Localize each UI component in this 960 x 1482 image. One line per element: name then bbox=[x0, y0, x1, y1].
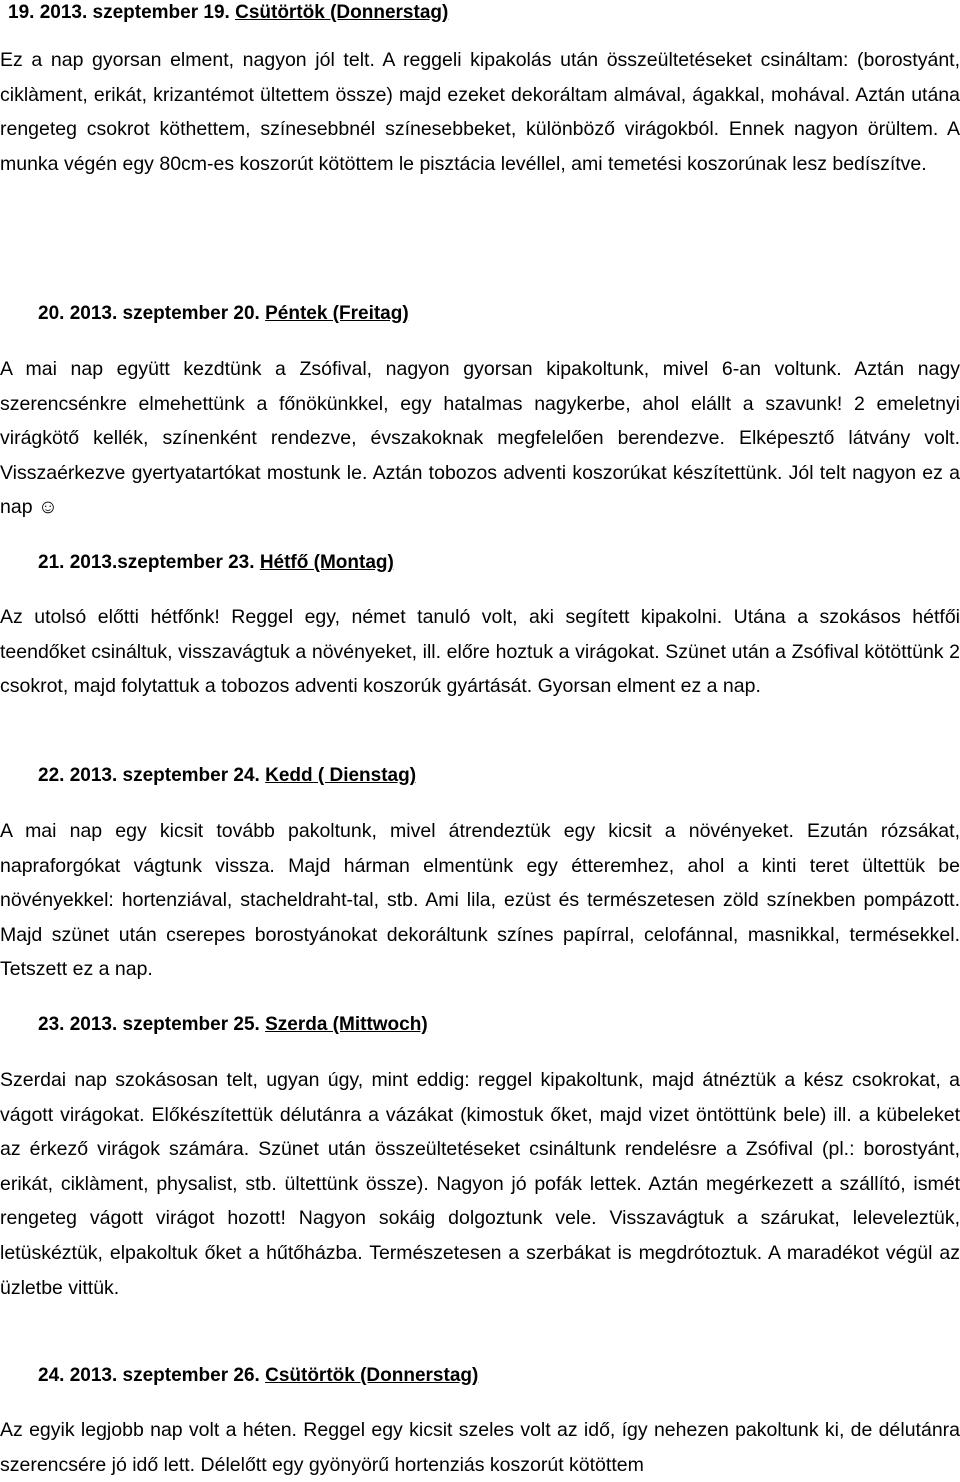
entry-heading-22 bbox=[38, 765, 416, 787]
entry-body-22: A mai nap egy kicsit tovább pakoltunk, mivel átrendeztük egy kicsit a növényeket. Ezután rózsákat, napraforgókat vágtunk vissza. Majd hárman elmentünk egy étteremhez, ahol a kinti teret ültettük be növényekkel: hortenziával, stacheldraht-tal, stb. Ami lila, ezüst és természetesen zöld színekben pompázott. Majd szünet után cserepes borostyánokat dekoráltunk színes papírral, celofánnal, masnikkal, termésekkel. Tetszett ez a nap. bbox=[0, 820, 960, 981]
entry-day: Péntek (Freitag) bbox=[265, 303, 409, 324]
entry-day: Szerda (Mittwoch) bbox=[265, 1014, 428, 1035]
entry-body-19: Ez a nap gyorsan elment, nagyon jól telt. A reggeli kipakolás után összeültetéseket csináltam: (borostyánt, ciklàment, erikát, krizantémot ültettem össze) majd ezeket dekoráltam almával, ágakkal, mohával. Aztán utána rengeteg csokrot köthettem, színesebbnél színesebbeket, különböző virágokból. Ennek nagyon örültem. A munka végén egy 80cm-es koszorút kötöttem le pisztácia levéllel, ami temetési koszorúnak lesz bedíszítve. bbox=[0, 49, 960, 175]
entry-day: Csütörtök (Donnerstag) bbox=[265, 1365, 479, 1386]
entry-body-21: Az utolsó előtti hétfőnk! Reggel egy, német tanuló volt, aki segített kipakolni. Utána a szokásos hétfői teendőket csináltuk, visszavágtuk a növényeket, ill. előre hoztuk a virágokat. Szünet után a Zsófival kötöttünk 2 csokrot, majd folytattuk a tobozos adventi koszorúk gyártását. Gyorsan elment ez a nap. bbox=[0, 606, 960, 698]
entry-heading-21 bbox=[38, 552, 394, 574]
entry-date: 23. 2013. szeptember 25. bbox=[38, 1014, 260, 1035]
entry-date: 19. 2013. szeptember 19. bbox=[8, 2, 230, 23]
entry-heading-24 bbox=[38, 1365, 478, 1387]
entry-heading-23 bbox=[38, 1014, 428, 1036]
entry-body-24: Az egyik legjobb nap volt a héten. Reggel egy kicsit szeles volt az idő, így nehezen pakoltunk ki, de délutánra szerencsére jó idő lett. Délelőtt egy gyönyörű hortenziás koszorút kötöttem bbox=[0, 1419, 960, 1476]
entry-heading-20 bbox=[38, 303, 409, 325]
entry-body-20: A mai nap együtt kezdtünk a Zsófival, nagyon gyorsan kipakoltunk, mivel 6-an voltunk. Aztán nagy szerencsénkre elmehettünk a főnökünkkel, egy hatalmas nagykerbe, ahol elállt a szavunk! 2 emeletnyi virágkötő kellék, színenként rendezve, évszakoknak megfelelően berendezve. Elképesztő látvány volt. Visszaérkezve gyertyatartókat mostunk le. Aztán tobozos adventi koszorúkat készítettünk. Jól telt nagyon ez a nap ☺ bbox=[0, 358, 960, 519]
entry-heading-19 bbox=[8, 2, 448, 24]
entry-date: 22. 2013. szeptember 24. bbox=[38, 765, 260, 786]
entry-date: 20. 2013. szeptember 20. bbox=[38, 303, 260, 324]
entry-day: Csütörtök (Donnerstag) bbox=[235, 2, 449, 23]
entry-body-23: Szerdai nap szokásosan telt, ugyan úgy, mint eddig: reggel kipakoltunk, majd átnéztük a kész csokrokat, a vágott virágokat. Előkészítettük délutánra a vázákat (kimostuk őket, majd vizet öntöttünk bele) ill. a kübeleket az érkező virágok számára. Szünet után összeültetéseket csináltunk rendelésre a Zsófival (pl.: borostyánt, erikát, ciklàment, physalist, stb. ültettünk össze). Nagyon jó pofák lettek. Aztán megérkezett a szállító, ismét rengeteg vágott virágot hozott! Nagyon sokáig dolgoztunk vele. Visszavágtuk a szárukat, leleveleztük, letüskéztük, elpakoltuk őket a hűtőházba. Természetesen a szerbákat is megdrótoztuk. A maradékot végül az üzletbe vittük. bbox=[0, 1069, 960, 1299]
entry-date: 24. 2013. szeptember 26. bbox=[38, 1365, 260, 1386]
entry-day: Hétfő (Montag) bbox=[259, 552, 394, 573]
entry-date: 21. 2013.szeptember 23. bbox=[38, 552, 255, 573]
entry-day: Kedd ( Dienstag) bbox=[265, 765, 417, 786]
